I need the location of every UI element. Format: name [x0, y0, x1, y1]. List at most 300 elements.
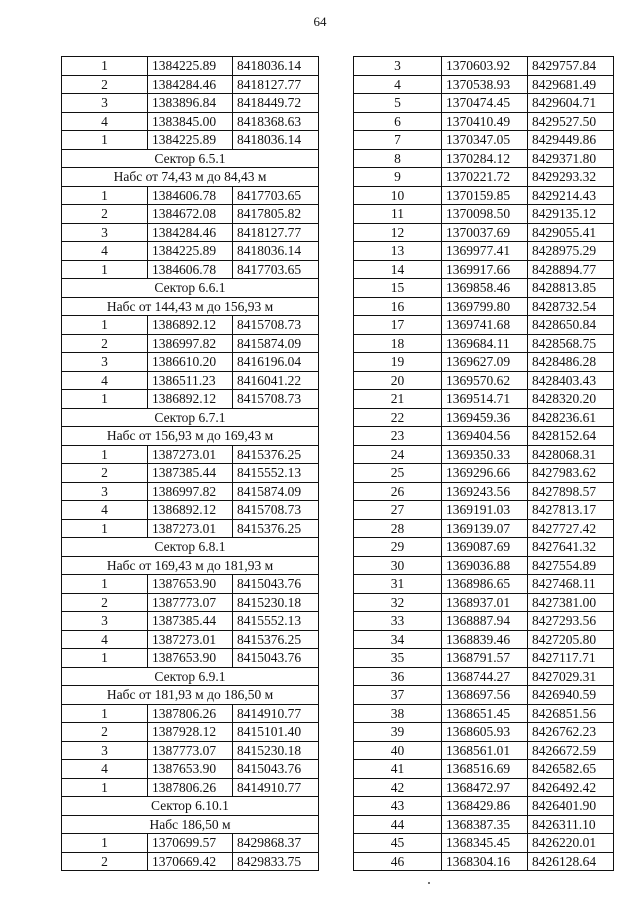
coordinate-y: 8428068.31 — [528, 445, 614, 464]
coordinate-x: 1369741.68 — [442, 316, 528, 335]
coordinate-y: 8417703.65 — [233, 260, 319, 279]
table-row — [62, 612, 319, 631]
table-row — [62, 482, 319, 501]
point-number: 26 — [354, 482, 442, 501]
section-header-row — [62, 427, 319, 446]
coordinate-x: 1384284.46 — [148, 75, 233, 94]
section-header: Сектор 6.5.1 — [62, 149, 319, 168]
coordinate-x: 1384225.89 — [148, 57, 233, 76]
coordinate-x: 1368986.65 — [442, 575, 528, 594]
page-number: 64 — [313, 14, 327, 29]
table-row — [354, 371, 614, 390]
coordinate-y: 8427117.71 — [528, 649, 614, 668]
coordinate-y: 8415230.18 — [233, 741, 319, 760]
coordinate-x: 1386892.12 — [148, 390, 233, 409]
coordinate-y: 8415043.76 — [233, 649, 319, 668]
section-header-row — [62, 538, 319, 557]
section-header: Набс 186,50 м — [62, 815, 319, 834]
coordinate-x: 1387653.90 — [148, 575, 233, 594]
point-number: 23 — [354, 427, 442, 446]
coordinate-x: 1383896.84 — [148, 94, 233, 113]
table-row — [62, 353, 319, 372]
point-number: 4 — [354, 75, 442, 94]
point-number: 1 — [62, 57, 148, 76]
table-row — [62, 723, 319, 742]
coordinate-x: 1369296.66 — [442, 464, 528, 483]
point-number: 40 — [354, 741, 442, 760]
point-number: 1 — [62, 778, 148, 797]
coordinate-y: 8427898.57 — [528, 482, 614, 501]
table-row — [354, 852, 614, 871]
coordinate-y: 8428320.20 — [528, 390, 614, 409]
table-row — [354, 723, 614, 742]
coordinate-x: 1370538.93 — [442, 75, 528, 94]
coordinate-y: 8427727.42 — [528, 519, 614, 538]
coordinate-x: 1387273.01 — [148, 445, 233, 464]
table-row — [354, 778, 614, 797]
coordinate-x: 1370098.50 — [442, 205, 528, 224]
point-number: 4 — [62, 242, 148, 261]
coordinate-x: 1369139.07 — [442, 519, 528, 538]
coordinate-y: 8415874.09 — [233, 482, 319, 501]
coordinate-x: 1387928.12 — [148, 723, 233, 742]
coordinate-y: 8428486.28 — [528, 353, 614, 372]
table-row — [354, 390, 614, 409]
table-row — [354, 667, 614, 686]
table-row — [354, 649, 614, 668]
coordinate-y: 8415708.73 — [233, 390, 319, 409]
coordinate-y: 8415376.25 — [233, 519, 319, 538]
point-number: 8 — [354, 149, 442, 168]
coordinate-x: 1369243.56 — [442, 482, 528, 501]
point-number: 32 — [354, 593, 442, 612]
table-row — [354, 112, 614, 131]
coordinate-y: 8415874.09 — [233, 334, 319, 353]
table-row — [62, 834, 319, 853]
table-row — [354, 815, 614, 834]
coordinate-y: 8429527.50 — [528, 112, 614, 131]
coordinate-y: 8428403.43 — [528, 371, 614, 390]
coordinate-y: 8428650.84 — [528, 316, 614, 335]
coordinate-x: 1368887.94 — [442, 612, 528, 631]
point-number: 25 — [354, 464, 442, 483]
table-row — [62, 131, 319, 150]
point-number: 13 — [354, 242, 442, 261]
table-row — [62, 186, 319, 205]
table-row — [354, 408, 614, 427]
coordinate-y: 8418449.72 — [233, 94, 319, 113]
point-number: 4 — [62, 112, 148, 131]
coordinate-x: 1370037.69 — [442, 223, 528, 242]
point-number: 2 — [62, 334, 148, 353]
table-row — [354, 482, 614, 501]
table-row — [62, 593, 319, 612]
point-number: 1 — [62, 519, 148, 538]
coordinate-x: 1386997.82 — [148, 334, 233, 353]
point-number: 28 — [354, 519, 442, 538]
coordinate-y: 8426582.65 — [528, 760, 614, 779]
coordinate-x: 1369036.88 — [442, 556, 528, 575]
table-row — [62, 852, 319, 871]
coordinate-x: 1369627.09 — [442, 353, 528, 372]
coordinate-y: 8428975.29 — [528, 242, 614, 261]
point-number: 3 — [62, 353, 148, 372]
coordinate-y: 8426940.59 — [528, 686, 614, 705]
coordinate-y: 8426311.10 — [528, 815, 614, 834]
table-row — [62, 445, 319, 464]
table-row — [354, 538, 614, 557]
table-row — [354, 575, 614, 594]
point-number: 3 — [354, 57, 442, 76]
point-number: 1 — [62, 260, 148, 279]
coordinate-x: 1384225.89 — [148, 131, 233, 150]
coordinate-x: 1368651.45 — [442, 704, 528, 723]
point-number: 20 — [354, 371, 442, 390]
coordinate-x: 1370221.72 — [442, 168, 528, 187]
table-row — [62, 649, 319, 668]
coordinate-y: 8418036.14 — [233, 57, 319, 76]
table-row — [62, 464, 319, 483]
coordinate-y: 8427293.56 — [528, 612, 614, 631]
table-row — [62, 57, 319, 76]
coordinate-x: 1368387.35 — [442, 815, 528, 834]
coordinate-x: 1368839.46 — [442, 630, 528, 649]
section-header: Сектор 6.10.1 — [62, 797, 319, 816]
point-number: 30 — [354, 556, 442, 575]
coordinate-x: 1370699.57 — [148, 834, 233, 853]
coordinate-y: 8415708.73 — [233, 501, 319, 520]
section-header-row — [62, 667, 319, 686]
table-row — [354, 334, 614, 353]
point-number: 1 — [62, 649, 148, 668]
section-header: Набс от 181,93 м до 186,50 м — [62, 686, 319, 705]
point-number: 4 — [62, 501, 148, 520]
coordinate-x: 1370347.05 — [442, 131, 528, 150]
coordinate-x: 1369459.36 — [442, 408, 528, 427]
coordinate-y: 8418127.77 — [233, 223, 319, 242]
coordinate-y: 8428813.85 — [528, 279, 614, 298]
coordinate-x: 1369404.56 — [442, 427, 528, 446]
point-number: 1 — [62, 575, 148, 594]
coordinate-x: 1387653.90 — [148, 760, 233, 779]
coordinate-x: 1386892.12 — [148, 501, 233, 520]
coordinate-y: 8415552.13 — [233, 612, 319, 631]
table-row — [354, 464, 614, 483]
coordinate-y: 8415552.13 — [233, 464, 319, 483]
coordinate-x: 1368605.93 — [442, 723, 528, 742]
point-number: 1 — [62, 316, 148, 335]
point-number: 4 — [62, 630, 148, 649]
coordinate-y: 8427641.32 — [528, 538, 614, 557]
section-header-row — [62, 297, 319, 316]
coordinate-y: 8426128.64 — [528, 852, 614, 871]
section-header: Сектор 6.6.1 — [62, 279, 319, 298]
coordinate-y: 8415376.25 — [233, 445, 319, 464]
coordinate-y: 8429868.37 — [233, 834, 319, 853]
point-number: 3 — [62, 223, 148, 242]
coordinate-y: 8429214.43 — [528, 186, 614, 205]
coordinates-table-left — [61, 56, 319, 871]
coordinate-x: 1370159.85 — [442, 186, 528, 205]
point-number: 2 — [62, 464, 148, 483]
coordinate-x: 1368516.69 — [442, 760, 528, 779]
point-number: 16 — [354, 297, 442, 316]
coordinate-x: 1387773.07 — [148, 593, 233, 612]
point-number: 46 — [354, 852, 442, 871]
point-number: 38 — [354, 704, 442, 723]
section-header-row — [62, 408, 319, 427]
point-number: 1 — [62, 131, 148, 150]
coordinate-x: 1386610.20 — [148, 353, 233, 372]
table-row — [62, 519, 319, 538]
coordinate-y: 8415230.18 — [233, 593, 319, 612]
coordinate-x: 1384606.78 — [148, 260, 233, 279]
point-number: 24 — [354, 445, 442, 464]
coordinate-y: 8426851.56 — [528, 704, 614, 723]
table-row — [62, 75, 319, 94]
point-number: 3 — [62, 482, 148, 501]
table-row — [62, 334, 319, 353]
table-row — [354, 94, 614, 113]
coordinate-y: 8414910.77 — [233, 778, 319, 797]
coordinates-table-right — [353, 56, 614, 871]
table-row — [354, 131, 614, 150]
point-number: 12 — [354, 223, 442, 242]
coordinate-x: 1383845.00 — [148, 112, 233, 131]
table-row — [354, 519, 614, 538]
point-number: 34 — [354, 630, 442, 649]
table-row — [62, 242, 319, 261]
coordinate-x: 1369350.33 — [442, 445, 528, 464]
table-row — [354, 427, 614, 446]
coordinate-y: 8417703.65 — [233, 186, 319, 205]
coordinate-x: 1387653.90 — [148, 649, 233, 668]
coordinate-x: 1369799.80 — [442, 297, 528, 316]
point-number: 27 — [354, 501, 442, 520]
section-header: Набс от 144,43 м до 156,93 м — [62, 297, 319, 316]
coordinate-x: 1386511.23 — [148, 371, 233, 390]
table-row — [354, 149, 614, 168]
coordinate-y: 8426672.59 — [528, 741, 614, 760]
coordinate-x: 1369684.11 — [442, 334, 528, 353]
coordinate-x: 1368937.01 — [442, 593, 528, 612]
table-row — [354, 316, 614, 335]
point-number: 3 — [62, 94, 148, 113]
coordinate-x: 1387385.44 — [148, 464, 233, 483]
coordinate-y: 8427813.17 — [528, 501, 614, 520]
point-number: 1 — [62, 704, 148, 723]
coordinate-x: 1384672.08 — [148, 205, 233, 224]
table-row — [62, 112, 319, 131]
section-header: Сектор 6.8.1 — [62, 538, 319, 557]
table-row — [354, 741, 614, 760]
coordinate-x: 1387273.01 — [148, 519, 233, 538]
coordinate-y: 8426220.01 — [528, 834, 614, 853]
coordinate-y: 8426492.42 — [528, 778, 614, 797]
table-row — [62, 778, 319, 797]
table-row — [354, 704, 614, 723]
coordinate-y: 8427468.11 — [528, 575, 614, 594]
coordinate-y: 8428236.61 — [528, 408, 614, 427]
table-row — [354, 445, 614, 464]
point-number: 21 — [354, 390, 442, 409]
table-row — [354, 593, 614, 612]
point-number: 19 — [354, 353, 442, 372]
coordinate-x: 1384284.46 — [148, 223, 233, 242]
coordinate-x: 1368345.45 — [442, 834, 528, 853]
coordinate-x: 1369514.71 — [442, 390, 528, 409]
table-row — [62, 630, 319, 649]
table-row — [354, 260, 614, 279]
coordinate-x: 1369191.03 — [442, 501, 528, 520]
table-row — [62, 760, 319, 779]
coordinate-x: 1368561.01 — [442, 741, 528, 760]
table-row — [354, 353, 614, 372]
coordinate-y: 8415101.40 — [233, 723, 319, 742]
point-number: 45 — [354, 834, 442, 853]
section-header-row — [62, 556, 319, 575]
point-number: 10 — [354, 186, 442, 205]
table-row — [354, 297, 614, 316]
point-number: 4 — [62, 760, 148, 779]
section-header-row — [62, 797, 319, 816]
section-header: Сектор 6.7.1 — [62, 408, 319, 427]
coordinate-x: 1384606.78 — [148, 186, 233, 205]
coordinate-y: 8426401.90 — [528, 797, 614, 816]
point-number: 37 — [354, 686, 442, 705]
point-number: 39 — [354, 723, 442, 742]
coordinate-x: 1386997.82 — [148, 482, 233, 501]
point-number: 7 — [354, 131, 442, 150]
coordinate-y: 8429055.41 — [528, 223, 614, 242]
coordinate-x: 1368472.97 — [442, 778, 528, 797]
coordinate-y: 8429681.49 — [528, 75, 614, 94]
table-row — [354, 797, 614, 816]
table-row — [62, 704, 319, 723]
table-row — [354, 205, 614, 224]
table-row — [62, 94, 319, 113]
point-number: 42 — [354, 778, 442, 797]
coordinate-y: 8418368.63 — [233, 112, 319, 131]
point-number: 2 — [62, 723, 148, 742]
point-number: 2 — [62, 852, 148, 871]
table-row — [354, 501, 614, 520]
point-number: 41 — [354, 760, 442, 779]
coordinate-y: 8427381.00 — [528, 593, 614, 612]
point-number: 35 — [354, 649, 442, 668]
coordinate-x: 1369977.41 — [442, 242, 528, 261]
coordinate-x: 1387773.07 — [148, 741, 233, 760]
table-row — [62, 501, 319, 520]
coordinate-x: 1368304.16 — [442, 852, 528, 871]
coordinate-y: 8415376.25 — [233, 630, 319, 649]
section-header: Набс от 156,93 м до 169,43 м — [62, 427, 319, 446]
coordinate-x: 1387273.01 — [148, 630, 233, 649]
table-row — [354, 57, 614, 76]
coordinate-y: 8427029.31 — [528, 667, 614, 686]
point-number: 11 — [354, 205, 442, 224]
point-number: 9 — [354, 168, 442, 187]
coordinate-x: 1370669.42 — [148, 852, 233, 871]
coordinate-x: 1387806.26 — [148, 778, 233, 797]
point-number: 5 — [354, 94, 442, 113]
point-number: 36 — [354, 667, 442, 686]
point-number: 44 — [354, 815, 442, 834]
point-number: 31 — [354, 575, 442, 594]
table-row — [354, 612, 614, 631]
coordinate-y: 8428732.54 — [528, 297, 614, 316]
table-row — [62, 741, 319, 760]
table-row — [354, 834, 614, 853]
coordinate-y: 8418036.14 — [233, 242, 319, 261]
coordinate-y: 8416196.04 — [233, 353, 319, 372]
coordinate-x: 1386892.12 — [148, 316, 233, 335]
table-row — [354, 168, 614, 187]
point-number: 1 — [62, 390, 148, 409]
coordinate-y: 8427554.89 — [528, 556, 614, 575]
point-number: 2 — [62, 205, 148, 224]
coordinate-x: 1368791.57 — [442, 649, 528, 668]
point-number: 43 — [354, 797, 442, 816]
coordinate-x: 1369917.66 — [442, 260, 528, 279]
section-header-row — [62, 279, 319, 298]
point-number: 3 — [62, 612, 148, 631]
point-number: 22 — [354, 408, 442, 427]
table-row — [62, 390, 319, 409]
coordinate-y: 8426762.23 — [528, 723, 614, 742]
point-number: 1 — [62, 445, 148, 464]
table-row — [354, 242, 614, 261]
coordinate-y: 8416041.22 — [233, 371, 319, 390]
coordinate-x: 1369087.69 — [442, 538, 528, 557]
section-header: Набс от 74,43 м до 84,43 м — [62, 168, 319, 187]
coordinate-y: 8415708.73 — [233, 316, 319, 335]
table-row — [62, 260, 319, 279]
coordinate-x: 1384225.89 — [148, 242, 233, 261]
coordinate-y: 8418036.14 — [233, 131, 319, 150]
point-number: 17 — [354, 316, 442, 335]
point-number: 6 — [354, 112, 442, 131]
scan-speck — [428, 882, 430, 884]
coordinate-y: 8429833.75 — [233, 852, 319, 871]
coordinate-y: 8415043.76 — [233, 760, 319, 779]
coordinate-y: 8429293.32 — [528, 168, 614, 187]
coordinate-x: 1369858.46 — [442, 279, 528, 298]
point-number: 1 — [62, 834, 148, 853]
coordinate-y: 8429135.12 — [528, 205, 614, 224]
coordinate-x: 1387385.44 — [148, 612, 233, 631]
table-row — [354, 223, 614, 242]
coordinate-y: 8429757.84 — [528, 57, 614, 76]
coordinate-y: 8429371.80 — [528, 149, 614, 168]
table-row — [62, 316, 319, 335]
coordinate-x: 1369570.62 — [442, 371, 528, 390]
coordinate-x: 1370603.92 — [442, 57, 528, 76]
coordinate-y: 8418127.77 — [233, 75, 319, 94]
table-row — [62, 205, 319, 224]
point-number: 33 — [354, 612, 442, 631]
coordinate-y: 8428894.77 — [528, 260, 614, 279]
coordinate-x: 1368429.86 — [442, 797, 528, 816]
table-row — [354, 630, 614, 649]
coordinate-x: 1370284.12 — [442, 149, 528, 168]
table-row — [62, 371, 319, 390]
point-number: 18 — [354, 334, 442, 353]
point-number: 2 — [62, 593, 148, 612]
table-row — [354, 686, 614, 705]
coordinate-x: 1387806.26 — [148, 704, 233, 723]
coordinate-x: 1368744.27 — [442, 667, 528, 686]
